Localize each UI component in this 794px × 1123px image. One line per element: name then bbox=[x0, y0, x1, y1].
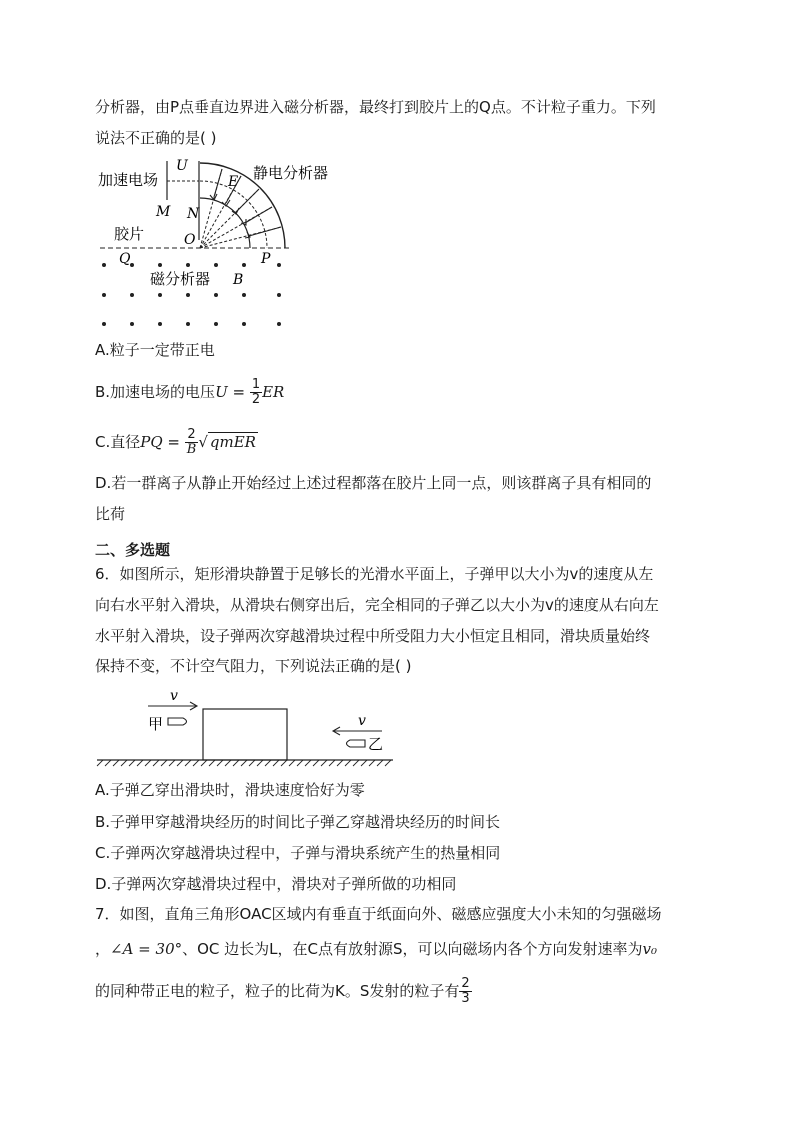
label-v-right: v bbox=[358, 713, 366, 729]
q6-option-b: B.子弹甲穿越滑块经历的时间比子弹乙穿越滑块经历的时间长 bbox=[95, 813, 501, 831]
q5-option-b-fraction: $\frac{1}{2}$ bbox=[251, 377, 261, 407]
section-heading-multi-choice: 二、多选题 bbox=[95, 541, 171, 559]
label-E: E bbox=[228, 174, 239, 190]
q5-option-d-line-1: D.若一群离子从静止开始经过上述过程都落在胶片上同一点，则该群离子具有相同的 bbox=[95, 474, 652, 492]
q7-stem-line-3: 的同种带正电的粒子，粒子的比荷为K。S发射的粒子有 $\frac{2}{3}$ bbox=[95, 976, 470, 1006]
label-v-left: v bbox=[170, 688, 178, 704]
q5-option-d-line-2: 比荷 bbox=[95, 505, 126, 523]
q5-option-a: A.粒子一定带正电 bbox=[95, 341, 215, 359]
q5-option-c-PQ: PQ bbox=[140, 433, 163, 451]
q7-angle: ∠A = 30° bbox=[110, 940, 183, 958]
q5-option-b-eq: = bbox=[227, 383, 250, 401]
label-bullet-yi: 乙 bbox=[368, 735, 384, 753]
label-Q: Q bbox=[119, 251, 131, 267]
q5-option-b-ER: ER bbox=[262, 383, 285, 401]
q7-fraction: $\frac{2}{3}$ bbox=[461, 976, 470, 1006]
label-accel-field: 加速电场 bbox=[98, 171, 159, 189]
q6-figure bbox=[0, 680, 794, 770]
q5-stem-line-2: 说法不正确的是( ) bbox=[95, 129, 217, 147]
q5-option-b bbox=[95, 378, 284, 407]
sliding-block bbox=[203, 709, 287, 760]
label-N: N bbox=[187, 206, 200, 222]
q5-option-c-eq: = bbox=[162, 433, 185, 451]
q7-stem-line-2: ，∠A = 30°、OC 边长为L，在C点有放射源S，可以向磁场内各个方向发射速率为v₀ bbox=[95, 940, 658, 958]
q5-option-c-fraction: $\frac{2}{B}$ bbox=[186, 427, 197, 457]
q5-stem-line-1: 分析器，由P点垂直边界进入磁分析器，最终打到胶片上的Q点。不计粒子重力。下列 bbox=[95, 98, 656, 116]
q6-stem-line-4: 保持不变，不计空气阻力，下列说法正确的是( ) bbox=[95, 657, 412, 675]
label-electrostatic-analyzer: 静电分析器 bbox=[253, 164, 329, 182]
q7-stem-line-1: 7．如图，直角三角形OAC区域内有垂直于纸面向外、磁感应强度大小未知的匀强磁场 bbox=[95, 905, 662, 923]
bullet-jia-icon bbox=[168, 718, 187, 725]
q6-stem-line-2: 向右水平射入滑块，从滑块右侧穿出后，完全相同的子弹乙以大小为v的速度从右向左 bbox=[95, 596, 659, 614]
q5-option-c bbox=[95, 428, 258, 457]
label-P: P bbox=[261, 251, 271, 267]
label-M: M bbox=[156, 204, 171, 220]
q5-option-c-text: C.直径 bbox=[95, 433, 141, 451]
bullet-yi-icon bbox=[347, 740, 366, 747]
q6-option-d: D.子弹两次穿越滑块过程中，滑块对子弹所做的功相同 bbox=[95, 875, 457, 893]
q5-option-b-text: B.加速电场的电压 bbox=[95, 383, 216, 401]
ground-hatching bbox=[97, 760, 391, 766]
q6-option-a: A.子弹乙穿出滑块时，滑块速度恰好为零 bbox=[95, 781, 365, 799]
q5-option-b-U: U bbox=[215, 383, 228, 401]
label-O: O bbox=[184, 232, 196, 248]
q6-option-c: C.子弹两次穿越滑块过程中，子弹与滑块系统产生的热量相同 bbox=[95, 844, 501, 862]
label-film: 胶片 bbox=[114, 225, 145, 243]
q7-v0: v₀ bbox=[642, 940, 658, 958]
label-magnetic-analyzer: 磁分析器 bbox=[150, 270, 211, 288]
q5-figure bbox=[0, 0, 794, 340]
q6-stem-line-3: 水平射入滑块，设子弹两次穿越滑块过程中所受阻力大小恒定且相同，滑块质量始终 bbox=[95, 627, 651, 645]
q6-stem-line-1: 6．如图所示，矩形滑块静置于足够长的光滑水平面上，子弹甲以大小为v的速度从左 bbox=[95, 565, 654, 583]
label-B: B bbox=[233, 272, 244, 288]
q5-option-c-sqrt: qmER bbox=[209, 433, 256, 451]
q5-option-c-sqrt-sign: √ bbox=[198, 433, 208, 451]
label-U: U bbox=[176, 158, 188, 174]
label-bullet-jia: 甲 bbox=[148, 715, 164, 733]
